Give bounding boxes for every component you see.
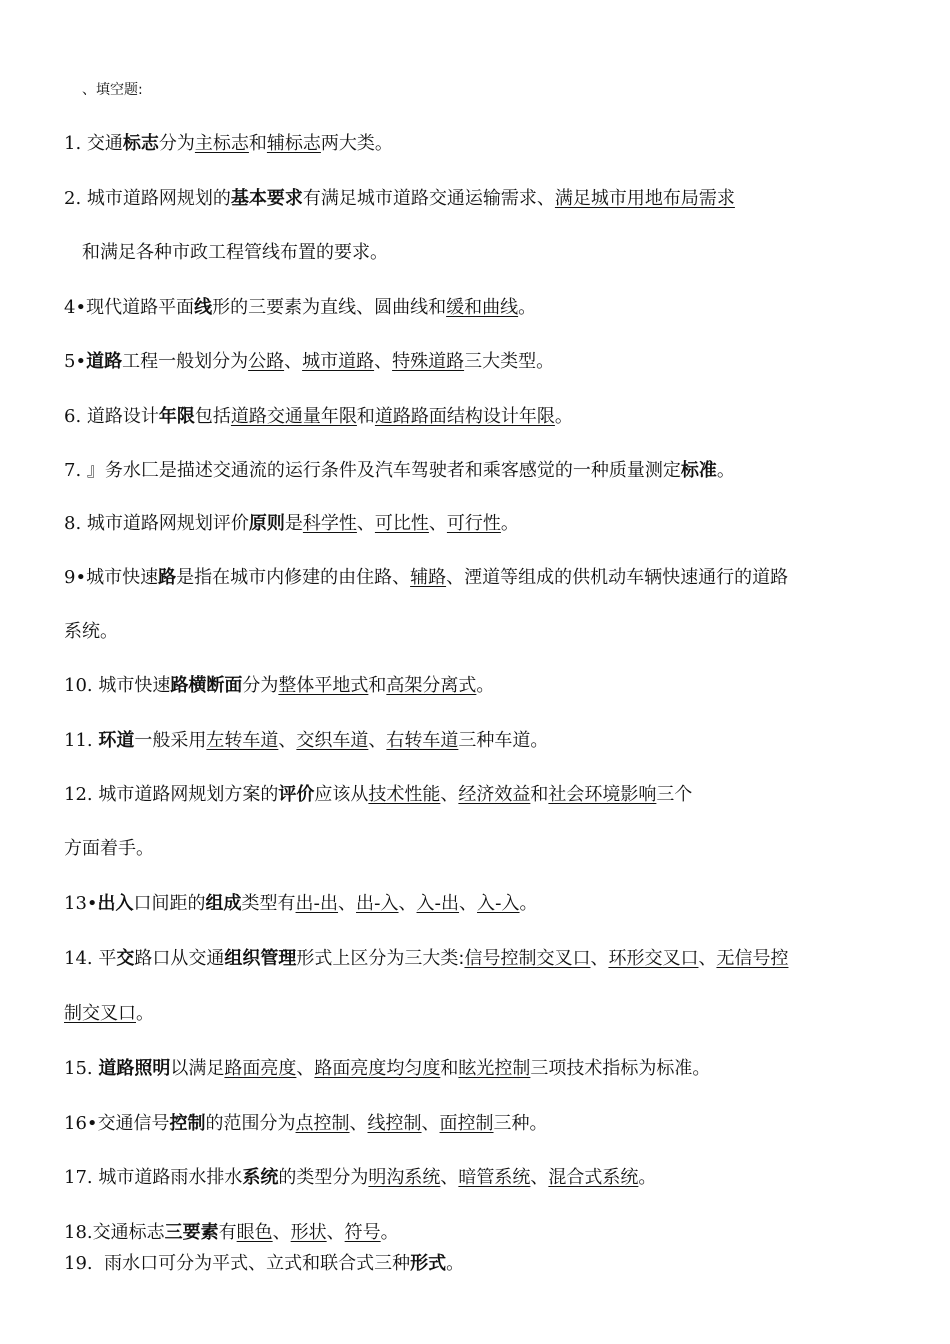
text: 、 bbox=[459, 893, 478, 914]
text: 的类型分为 bbox=[278, 1167, 369, 1188]
text: 、 bbox=[338, 893, 357, 914]
answer: 环形交叉口 bbox=[608, 948, 699, 969]
text: 、 bbox=[428, 513, 447, 534]
text: 、 bbox=[421, 1113, 440, 1134]
answer: 路面亮度 bbox=[224, 1058, 297, 1079]
text: 』务水匚是描述交通流的运行条件及汽车驾驶者和乘客感觉的一种质量测定 bbox=[86, 460, 681, 481]
bold-keyword: 控制 bbox=[169, 1113, 206, 1134]
question-12 bbox=[64, 783, 910, 807]
bold-keyword: 年限 bbox=[158, 406, 195, 427]
bold-keyword: 出入 bbox=[97, 893, 134, 914]
question-9-continued bbox=[64, 620, 910, 644]
text: 城市快速 bbox=[86, 567, 159, 588]
heading-text: 、填空题: bbox=[82, 82, 143, 98]
question-number: 11. bbox=[64, 730, 93, 751]
answer: 点控制 bbox=[295, 1113, 350, 1134]
text: 三种。 bbox=[493, 1113, 548, 1134]
bold-keyword: 三要素 bbox=[164, 1222, 219, 1243]
answer: 公路 bbox=[248, 351, 285, 372]
answer: 缓和曲线 bbox=[446, 297, 519, 318]
text: 。 bbox=[554, 406, 573, 427]
text: 口间距的 bbox=[133, 893, 206, 914]
text: 类型有 bbox=[241, 893, 296, 914]
answer: 高架分离式 bbox=[386, 675, 477, 696]
text: 、 bbox=[368, 730, 387, 751]
answer: 交织车道 bbox=[296, 730, 369, 751]
question-14 bbox=[64, 947, 910, 971]
text: 、 bbox=[278, 730, 297, 751]
text: 分为 bbox=[158, 133, 195, 154]
question-number: 9• bbox=[64, 567, 87, 588]
question-18 bbox=[64, 1221, 910, 1245]
text: 交通信号 bbox=[97, 1113, 170, 1134]
answer: 暗管系统 bbox=[458, 1167, 531, 1188]
question-number: 7. bbox=[64, 460, 82, 481]
text: 和满足各种市政工程管线布置的要求。 bbox=[82, 242, 388, 263]
question-16 bbox=[64, 1112, 910, 1136]
text: 工程一般划分为 bbox=[122, 351, 249, 372]
text: 和 bbox=[440, 1058, 459, 1079]
question-number: 15. bbox=[64, 1058, 93, 1079]
answer: 符号 bbox=[344, 1222, 381, 1243]
text: 以满足 bbox=[170, 1058, 225, 1079]
text: 和 bbox=[248, 133, 267, 154]
answer: 出-入 bbox=[356, 893, 399, 914]
answer: 可行性 bbox=[446, 513, 501, 534]
question-7 bbox=[64, 459, 910, 483]
question-number: 13• bbox=[64, 893, 98, 914]
text: 城市道路雨水排水 bbox=[98, 1167, 243, 1188]
text: 。 bbox=[500, 513, 519, 534]
text: 、 bbox=[440, 1167, 459, 1188]
answer: 面控制 bbox=[439, 1113, 494, 1134]
question-1 bbox=[64, 132, 910, 156]
question-4 bbox=[64, 296, 910, 320]
answer: 左转车道 bbox=[206, 730, 279, 751]
text: 形的三要素为直线、圆曲线和 bbox=[212, 297, 447, 318]
text: 平 bbox=[98, 948, 117, 969]
text: 、 bbox=[326, 1222, 345, 1243]
question-9 bbox=[64, 566, 910, 590]
text: 、 bbox=[590, 948, 609, 969]
text: 形式上区分为三大类: bbox=[296, 948, 465, 969]
text: 三种车道。 bbox=[458, 730, 549, 751]
text: 。 bbox=[476, 675, 495, 696]
text: 。 bbox=[638, 1167, 657, 1188]
bold-keyword: 基本要求 bbox=[230, 188, 303, 209]
question-number: 6. bbox=[64, 406, 82, 427]
bold-keyword: 组织管理 bbox=[224, 948, 297, 969]
question-19 bbox=[64, 1252, 910, 1276]
text: 系统。 bbox=[64, 621, 118, 642]
text: 、 bbox=[698, 948, 717, 969]
answer: 主标志 bbox=[194, 133, 249, 154]
question-number: 4• bbox=[64, 297, 87, 318]
answer: 辅路 bbox=[410, 567, 447, 588]
text: 城市道路网规划的 bbox=[86, 188, 231, 209]
answer: 辅标志 bbox=[266, 133, 321, 154]
text: 、 bbox=[530, 1167, 549, 1188]
text: 城市道路网规划评价 bbox=[86, 513, 249, 534]
text: 是 bbox=[284, 513, 303, 534]
answer: 明沟系统 bbox=[368, 1167, 441, 1188]
question-17 bbox=[64, 1166, 910, 1190]
answer: 制交叉口 bbox=[64, 1003, 136, 1024]
answer: 城市道路 bbox=[302, 351, 375, 372]
bold-keyword: 标志 bbox=[122, 133, 159, 154]
bold-keyword: 组成 bbox=[205, 893, 242, 914]
answer: 技术性能 bbox=[368, 784, 441, 805]
bold-keyword: 标准 bbox=[680, 460, 717, 481]
bold-keyword: 原则 bbox=[248, 513, 285, 534]
answer: 整体平地式 bbox=[278, 675, 369, 696]
question-11 bbox=[64, 729, 910, 753]
text: 、 bbox=[374, 351, 393, 372]
question-2 bbox=[64, 187, 910, 211]
text: 包括 bbox=[194, 406, 231, 427]
answer: 线控制 bbox=[367, 1113, 422, 1134]
answer: 眼色 bbox=[236, 1222, 273, 1243]
text: 、 bbox=[398, 893, 417, 914]
answer: 科学性 bbox=[302, 513, 357, 534]
text: 和 bbox=[530, 784, 549, 805]
bold-keyword: 道路 bbox=[86, 351, 123, 372]
text: 的范围分为 bbox=[205, 1113, 296, 1134]
answer: 可比性 bbox=[374, 513, 429, 534]
text: 分为 bbox=[242, 675, 279, 696]
text: 、 bbox=[349, 1113, 368, 1134]
answer: 出-出 bbox=[295, 893, 339, 914]
text: 、 bbox=[440, 784, 459, 805]
answer: 信号控制交叉口 bbox=[464, 948, 591, 969]
question-12-continued bbox=[64, 837, 910, 861]
question-14-continued bbox=[64, 1002, 910, 1026]
text: 路口从交通 bbox=[134, 948, 225, 969]
text: 。 bbox=[518, 297, 537, 318]
text: 、湮道等组成的供机动车辆快速通行的道路 bbox=[446, 567, 789, 588]
question-number: 14. bbox=[64, 948, 93, 969]
question-number: 17. bbox=[64, 1167, 93, 1188]
answer: 眩光控制 bbox=[458, 1058, 531, 1079]
text: 现代道路平面 bbox=[86, 297, 195, 318]
question-13 bbox=[64, 892, 910, 916]
text: 有满足城市道路交通运输需求、 bbox=[302, 188, 555, 209]
answer: 路面亮度均匀度 bbox=[314, 1058, 441, 1079]
bold-keyword: 路 bbox=[158, 567, 177, 588]
answer: 经济效益 bbox=[458, 784, 531, 805]
bold-keyword: 系统 bbox=[242, 1167, 279, 1188]
text: 应该从 bbox=[314, 784, 369, 805]
question-15 bbox=[64, 1057, 910, 1081]
answer: 特殊道路 bbox=[392, 351, 465, 372]
bold-keyword: 道路照明 bbox=[98, 1058, 171, 1079]
text: 、 bbox=[356, 513, 375, 534]
answer: 无信号控 bbox=[716, 948, 789, 969]
text: 。 bbox=[446, 1253, 465, 1274]
text: 雨水口可分为平式、立式和联合式三种 bbox=[104, 1253, 411, 1274]
answer: 混合式系统 bbox=[548, 1167, 639, 1188]
text: 、 bbox=[296, 1058, 315, 1079]
answer: 道路路面结构设计年限 bbox=[374, 406, 555, 427]
question-number: 1. bbox=[64, 133, 82, 154]
text: 城市快速 bbox=[98, 675, 171, 696]
question-5 bbox=[64, 350, 910, 374]
answer: 道路交通量年限 bbox=[230, 406, 357, 427]
bold-keyword: 评价 bbox=[278, 784, 315, 805]
question-2-continued bbox=[82, 241, 910, 265]
answer: 入-入 bbox=[477, 893, 520, 914]
bold-keyword: 交 bbox=[116, 948, 135, 969]
text: 和 bbox=[356, 406, 375, 427]
question-number: 18. bbox=[64, 1222, 93, 1243]
text: 三个 bbox=[656, 784, 693, 805]
question-number: 5• bbox=[64, 351, 87, 372]
question-number: 12. bbox=[64, 784, 93, 805]
text: 是指在城市内修建的由住路、 bbox=[176, 567, 411, 588]
text: 一般采用 bbox=[134, 730, 207, 751]
section-heading bbox=[82, 78, 910, 102]
question-8 bbox=[64, 512, 910, 536]
question-number: 2. bbox=[64, 188, 82, 209]
text: 。 bbox=[380, 1222, 399, 1243]
question-number: 16• bbox=[64, 1113, 98, 1134]
text: 交通 bbox=[86, 133, 123, 154]
question-number: 8. bbox=[64, 513, 82, 534]
bold-keyword: 环道 bbox=[98, 730, 135, 751]
text: 交通标志 bbox=[92, 1222, 165, 1243]
text: 、 bbox=[284, 351, 303, 372]
text: 三大类型。 bbox=[464, 351, 555, 372]
answer: 入-出 bbox=[416, 893, 460, 914]
question-10 bbox=[64, 674, 910, 698]
question-number: 19. bbox=[64, 1253, 93, 1274]
text: 道路设计 bbox=[86, 406, 159, 427]
text: 。 bbox=[136, 1003, 154, 1024]
text: 和 bbox=[368, 675, 387, 696]
text: 三项技术指标为标准。 bbox=[530, 1058, 711, 1079]
question-6 bbox=[64, 405, 910, 429]
text: 。 bbox=[716, 460, 735, 481]
text: 、 bbox=[272, 1222, 291, 1243]
text: 方面着手。 bbox=[64, 838, 154, 859]
bold-keyword: 线 bbox=[194, 297, 213, 318]
answer: 满足城市用地布局需求 bbox=[554, 188, 735, 209]
text: 。 bbox=[519, 893, 538, 914]
text: 城市道路网规划方案的 bbox=[98, 784, 279, 805]
answer: 形状 bbox=[290, 1222, 327, 1243]
bold-keyword: 形式 bbox=[410, 1253, 447, 1274]
text: 两大类。 bbox=[320, 133, 393, 154]
bold-keyword: 路横断面 bbox=[170, 675, 243, 696]
question-number: 10. bbox=[64, 675, 93, 696]
text: 有 bbox=[218, 1222, 237, 1243]
answer: 右转车道 bbox=[386, 730, 459, 751]
answer: 社会环境影响 bbox=[548, 784, 657, 805]
